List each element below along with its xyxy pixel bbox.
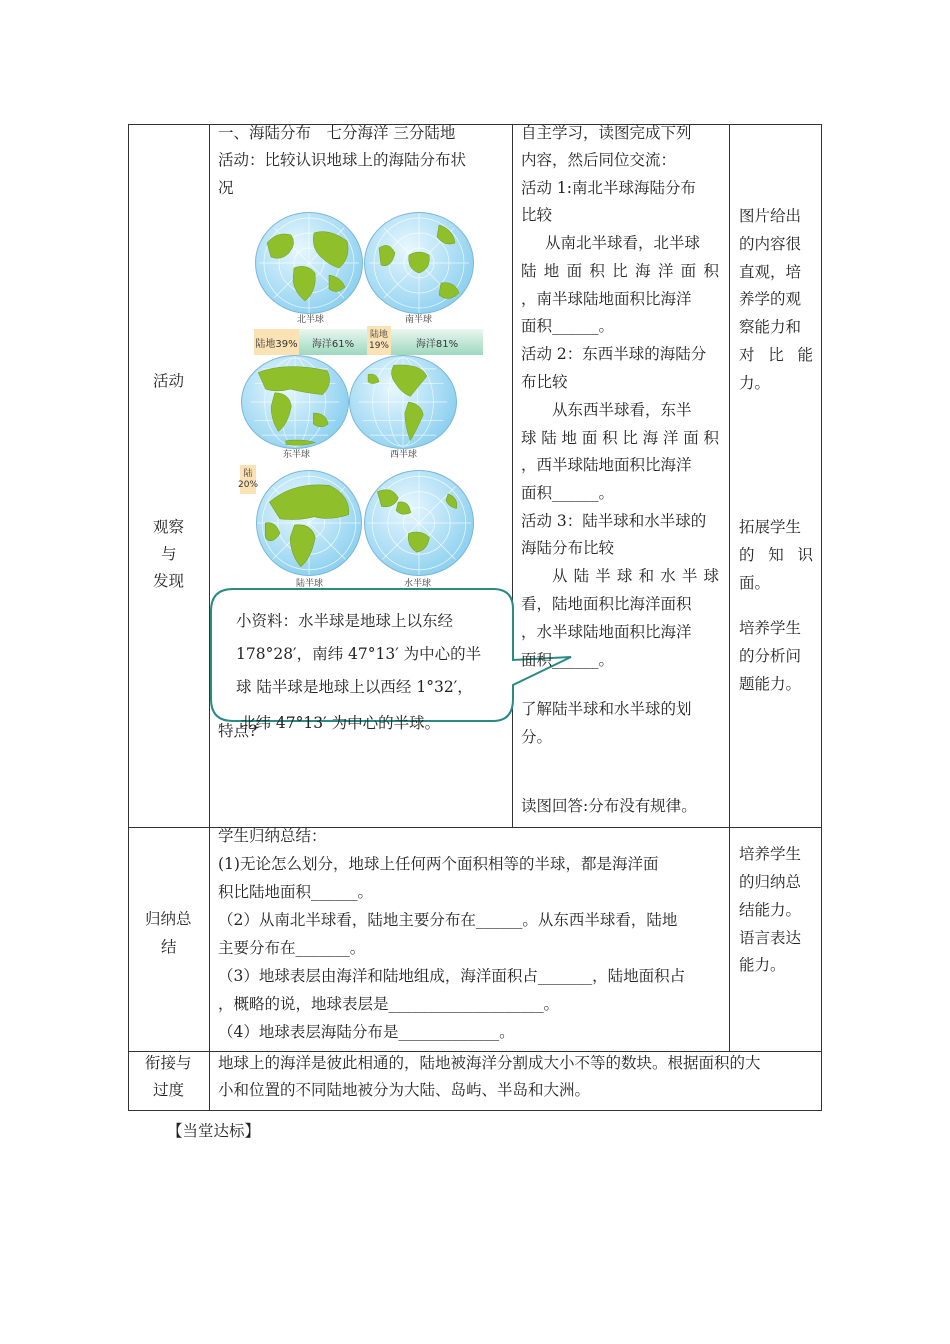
callout-line1: 小资料：水半球是地球上以东经 xyxy=(236,612,454,630)
intent-a4: 养学的观 xyxy=(739,290,802,308)
selfstudy-line15: 活动 3：陆半球和水半球的 xyxy=(521,512,707,530)
intent-d4: 语言表达 xyxy=(739,929,802,947)
section-heading-class-test: 【当堂达标】 xyxy=(167,1122,261,1140)
bar1-land: 陆地39% xyxy=(254,329,299,355)
intent-d2: 的归纳总 xyxy=(739,873,802,891)
row-label-transition-2: 过度 xyxy=(153,1081,185,1099)
activity-intro-line1: 活动：比较认识地球上的海陆分布状 xyxy=(218,151,467,169)
selfstudy-line23: 读图回答:分布没有规律。 xyxy=(521,797,697,815)
summary-item1-a: (1)无论怎么划分，地球上任何两个面积相等的半球，都是海洋面 xyxy=(218,855,659,873)
row-label-activity: 活动 xyxy=(153,372,185,390)
north-hemisphere-globe xyxy=(255,212,363,314)
intent-a7: 力。 xyxy=(739,374,771,392)
land-hemisphere-globe xyxy=(256,470,362,576)
callout-line3: 球 陆半球是地球上以西经 1°32′， xyxy=(236,678,473,696)
intent-d1: 培养学生 xyxy=(739,845,802,863)
label-south-hemisphere: 南半球 xyxy=(405,315,433,325)
selfstudy-line8: 面积______。 xyxy=(521,317,615,335)
selfstudy-line19: ，水半球陆地面积比海洋 xyxy=(521,623,692,641)
row-label-transition-1: 衔接与 xyxy=(145,1054,192,1072)
bar3-land xyxy=(238,465,259,494)
selfstudy-line4: 比较 xyxy=(521,206,553,224)
transition-line1: 地球上的海洋是彼此相通的，陆地被海洋分割成大小不等的数块。根据面积的大 xyxy=(218,1054,761,1072)
intent-a1: 图片给出 xyxy=(739,207,802,225)
row-label-observe-1: 观察 xyxy=(153,518,185,536)
summary-title: 学生归纳总结： xyxy=(218,827,327,845)
summary-item4: （4）地球表层海陆分布是_____________。 xyxy=(218,1023,515,1041)
selfstudy-line14: 面积______。 xyxy=(521,484,615,502)
selfstudy-line17: 从陆半球和水半球 xyxy=(552,567,719,585)
summary-item3-b: ，概略的说，地球表层是____________________。 xyxy=(218,995,560,1013)
selfstudy-line1: 自主学习，读图完成下列 xyxy=(521,124,692,142)
selfstudy-line13: ，西半球陆地面积比海洋 xyxy=(521,456,692,474)
label-west-hemisphere: 西半球 xyxy=(390,450,418,460)
table-bottom-border xyxy=(128,1110,822,1111)
table-right-border xyxy=(821,124,822,1111)
label-east-hemisphere: 东半球 xyxy=(283,450,311,460)
selfstudy-line20: 面积______。 xyxy=(521,651,615,669)
intent-a3: 直观，培 xyxy=(739,263,802,281)
selfstudy-line2: 内容，然后同位交流： xyxy=(521,151,677,169)
selfstudy-line5: 从南北半球看，北半球 xyxy=(545,234,701,252)
bar2-ocean: 海洋81% xyxy=(391,329,483,355)
row-label-observe-3: 发现 xyxy=(153,572,185,590)
selfstudy-line10: 布比较 xyxy=(521,373,568,391)
label-north-hemisphere: 北半球 xyxy=(297,315,325,325)
activity-intro-line2: 况 xyxy=(218,179,234,197)
bar2-land xyxy=(367,326,391,355)
callout-line4: 北纬 47°13′ 为中心的半球。 xyxy=(240,714,441,732)
bar2-land-percent: 19% xyxy=(368,340,389,351)
summary-item2-a: （2）从南北半球看，陆地主要分布在______。从东西半球看，陆地 xyxy=(218,911,678,929)
row-label-observe-2: 与 xyxy=(161,545,177,563)
summary-item1-b: 积比陆地面积______。 xyxy=(218,883,374,901)
summary-item2-b: 主要分布在_______。 xyxy=(218,939,366,957)
selfstudy-line22: 分。 xyxy=(521,728,553,746)
summary-item3-a: （3）地球表层由海洋和陆地组成，海洋面积占_______，陆地面积占 xyxy=(218,967,686,985)
section-title: 一、海陆分布 七分海洋 三分陆地 xyxy=(218,124,456,142)
east-hemisphere-globe xyxy=(241,355,349,449)
table-left-border xyxy=(128,124,129,1111)
south-hemisphere-globe xyxy=(364,212,474,314)
intent-b1: 拓展学生 xyxy=(739,518,802,536)
intent-b2: 的 知 识 xyxy=(739,546,813,564)
intent-c1: 培养学生 xyxy=(739,619,802,637)
intent-a6: 对 比 能 xyxy=(739,346,813,364)
transition-line2: 小和位置的不同陆地被分为大陆、岛屿、半岛和大洲。 xyxy=(218,1081,591,1099)
bar1-ocean: 海洋61% xyxy=(299,329,367,355)
selfstudy-line21: 了解陆半球和水半球的划 xyxy=(521,700,692,718)
intent-c3: 题能力。 xyxy=(739,675,802,693)
west-hemisphere-globe xyxy=(349,355,457,449)
intent-b3: 面。 xyxy=(739,574,771,592)
bar3-land-percent: 20% xyxy=(238,479,259,490)
intent-a2: 的内容很 xyxy=(739,235,802,253)
bar2-land-label: 陆地 xyxy=(369,329,388,340)
water-hemisphere-globe xyxy=(364,470,474,576)
label-land-hemisphere: 陆半球 xyxy=(296,579,324,589)
label-water-hemisphere: 水半球 xyxy=(404,579,432,589)
intent-d5: 能力。 xyxy=(739,956,786,974)
selfstudy-line7: ，南半球陆地面积比海洋 xyxy=(521,290,692,308)
selfstudy-line3: 活动 1:南北半球海陆分布 xyxy=(521,179,697,197)
intent-c2: 的分析问 xyxy=(739,647,802,665)
intent-a5: 察能力和 xyxy=(739,318,802,336)
col-divider-3 xyxy=(729,124,730,1052)
selfstudy-line9: 活动 2：东西半球的海陆分 xyxy=(521,345,707,363)
intent-d3: 结能力。 xyxy=(739,901,802,919)
selfstudy-line6: 陆地面积比海洋面积 xyxy=(521,262,719,280)
row-label-summary-1: 归纳总 xyxy=(145,910,192,928)
selfstudy-line16: 海陆分布比较 xyxy=(521,539,615,557)
selfstudy-line11: 从东西半球看，东半 xyxy=(552,401,692,419)
row-label-summary-2: 结 xyxy=(161,938,177,956)
selfstudy-line12: 球陆地面积比海洋面积 xyxy=(521,429,719,447)
activity-trailing-text: 特点? xyxy=(218,722,258,740)
bar3-land-label: 陆 xyxy=(243,468,253,479)
callout-line2: 178°28′，南纬 47°13′ 为中心的半 xyxy=(236,645,482,663)
selfstudy-line18: 看，陆地面积比海洋面积 xyxy=(521,595,692,613)
